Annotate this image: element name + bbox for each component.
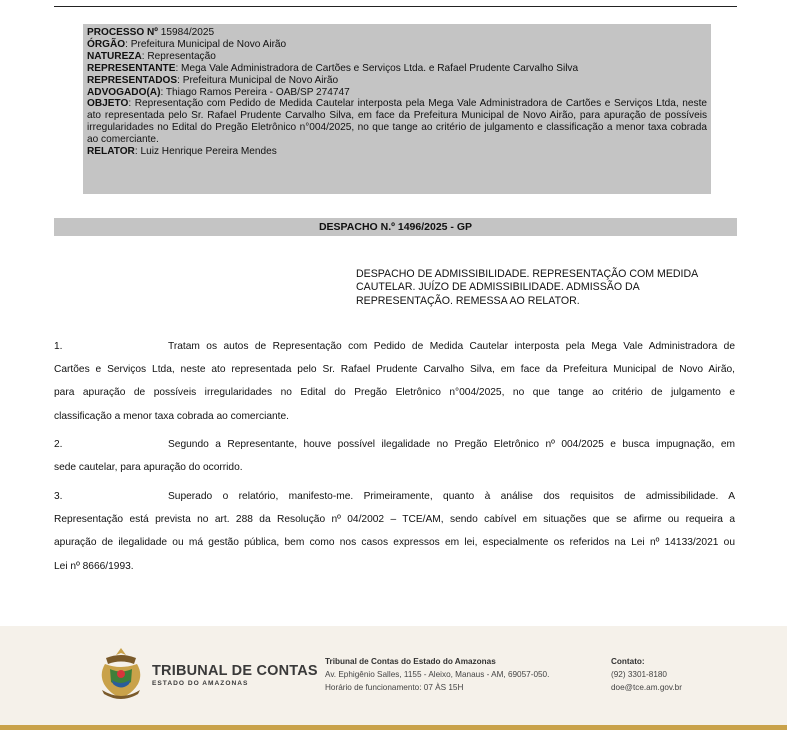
paragraph-line: Representação está prevista no art. 288 da Resolução nº 04/2002 – TCE/AM, sendo cabível em situações que se afirme ou requeira a bbox=[54, 514, 735, 526]
paragraph-number: 2. bbox=[54, 439, 63, 450]
paragraph-line bbox=[54, 433, 735, 456]
paragraph-text: Tratam os autos de Representação com Pedido de Medida Cautelar interposta pela Mega Vale Administradora de bbox=[168, 341, 735, 352]
representante-row bbox=[87, 63, 707, 75]
orgao-label: ÓRGÃO bbox=[87, 38, 126, 50]
opening-hours: Horário de funcionamento: 07 ÀS 15H bbox=[325, 683, 464, 692]
natureza-row bbox=[87, 51, 707, 63]
paragraph-line: Cartões e Serviços Ltda, neste ato representada pelo Sr. Rafael Prudente Carvalho Silva, em face da Prefeitura Municipal de Novo Airão, bbox=[54, 364, 735, 376]
paragraph-2 bbox=[54, 433, 735, 479]
representados-value: : Prefeitura Municipal de Novo Airão bbox=[177, 74, 339, 86]
paragraph-number: 1. bbox=[54, 341, 63, 352]
representante-label: REPRESENTANTE bbox=[87, 62, 176, 74]
paragraph-line bbox=[54, 335, 735, 358]
paragraph-text: Superado o relatório, manifesto-me. Primeiramente, quanto à análise dos requisitos de admissibilidade. A bbox=[168, 491, 735, 502]
representados-row bbox=[87, 75, 707, 87]
representante-value: : Mega Vale Administradora de Cartões e Serviços Ltda. e Rafael Prudente Carvalho Silva bbox=[175, 62, 579, 74]
paragraph-3 bbox=[54, 485, 735, 578]
footer bbox=[0, 626, 787, 730]
objeto-label: OBJETO bbox=[87, 98, 129, 110]
relator-row bbox=[87, 146, 707, 158]
address-block bbox=[325, 655, 549, 694]
top-rule bbox=[54, 6, 737, 7]
address-line: Av. Ephigênio Salles, 1155 - Aleixo, Manaus - AM, 69057-050. bbox=[325, 670, 550, 679]
address-title: Tribunal de Contas do Estado do Amazonas bbox=[325, 657, 496, 666]
processo-row bbox=[87, 27, 707, 39]
objeto-row bbox=[87, 98, 707, 146]
paragraph-line: sede cautelar, para apuração do ocorrido. bbox=[54, 462, 243, 474]
advogado-label: ADVOGADO(A) bbox=[87, 86, 161, 98]
tce-emblem-icon bbox=[96, 644, 146, 702]
advogado-row bbox=[87, 87, 707, 99]
ementa-line: DESPACHO DE ADMISSIBILIDADE. REPRESENTAÇÃO COM MEDIDA bbox=[356, 268, 699, 280]
ementa-line: REPRESENTAÇÃO. REMESSA AO RELATOR. bbox=[356, 294, 580, 307]
relator-label: RELATOR bbox=[87, 146, 135, 158]
paragraph-text: Segundo a Representante, houve possível ilegalidade no Pregão Eletrônico nº 004/2025 e busca impugnação, em bbox=[168, 439, 735, 450]
brand-title: TRIBUNAL DE CONTAS bbox=[152, 663, 318, 679]
paragraph-line: classificação a menor taxa cobrada ao comerciante. bbox=[54, 410, 289, 422]
natureza-value: : Representação bbox=[141, 50, 216, 62]
contact-block bbox=[611, 655, 682, 694]
process-summary-box bbox=[83, 24, 711, 194]
objeto-value: : Representação com Pedido de Medida Cautelar interposta pela Mega Vale Administradora de Cartões e Serviços Ltda, neste ato representada pelo Sr. Rafael Prudente Carvalho Silva, em face da Prefeitura Municipal de Novo Airão, para apuração de possíveis irregularidades no Edital do Pregão Eletrônico n°004/2025, no que tange ao critério de julgamento e classificação a menor taxa cobrada ao comerciante. bbox=[87, 98, 707, 146]
natureza-label: NATUREZA bbox=[87, 50, 142, 62]
paragraph-1 bbox=[54, 335, 735, 428]
representados-label: REPRESENTADOS bbox=[87, 74, 178, 86]
relator-value: : Luiz Henrique Pereira Mendes bbox=[134, 146, 277, 158]
paragraph-line: para apuração de possíveis irregularidades no Edital do Pregão Eletrônico n°004/2025, no que tange ao critério de julgamento e bbox=[54, 387, 735, 399]
brand-subtitle: ESTADO DO AMAZONAS bbox=[152, 680, 249, 687]
contact-phone: (92) 3301-8180 bbox=[611, 670, 667, 679]
contact-title: Contato: bbox=[611, 657, 645, 666]
paragraph-line: apuração de ilegalidade ou má gestão pública, bem como nos casos expressos em lei, especialmente os referidos na Lei nº 14133/2021 ou bbox=[54, 537, 735, 549]
contact-email[interactable]: doe@tce.am.gov.br bbox=[611, 683, 682, 692]
despacho-title: DESPACHO N.º 1496/2025 - GP bbox=[54, 218, 737, 236]
orgao-value: : Prefeitura Municipal de Novo Airão bbox=[125, 38, 287, 50]
footer-gold-strip bbox=[0, 725, 787, 730]
processo-value: 15984/2025 bbox=[158, 27, 215, 38]
ementa-line: CAUTELAR. JUÍZO DE ADMISSIBILIDADE. ADMISSÃO DA bbox=[356, 281, 640, 294]
paragraph-line: Lei nº 8666/1993. bbox=[54, 560, 134, 572]
paragraph-line bbox=[54, 485, 735, 508]
orgao-row bbox=[87, 39, 707, 51]
processo-label: PROCESSO Nº bbox=[87, 27, 158, 38]
advogado-value: : Thiago Ramos Pereira - OAB/SP 274747 bbox=[160, 86, 350, 98]
ementa bbox=[356, 268, 733, 308]
paragraph-number: 3. bbox=[54, 491, 63, 502]
